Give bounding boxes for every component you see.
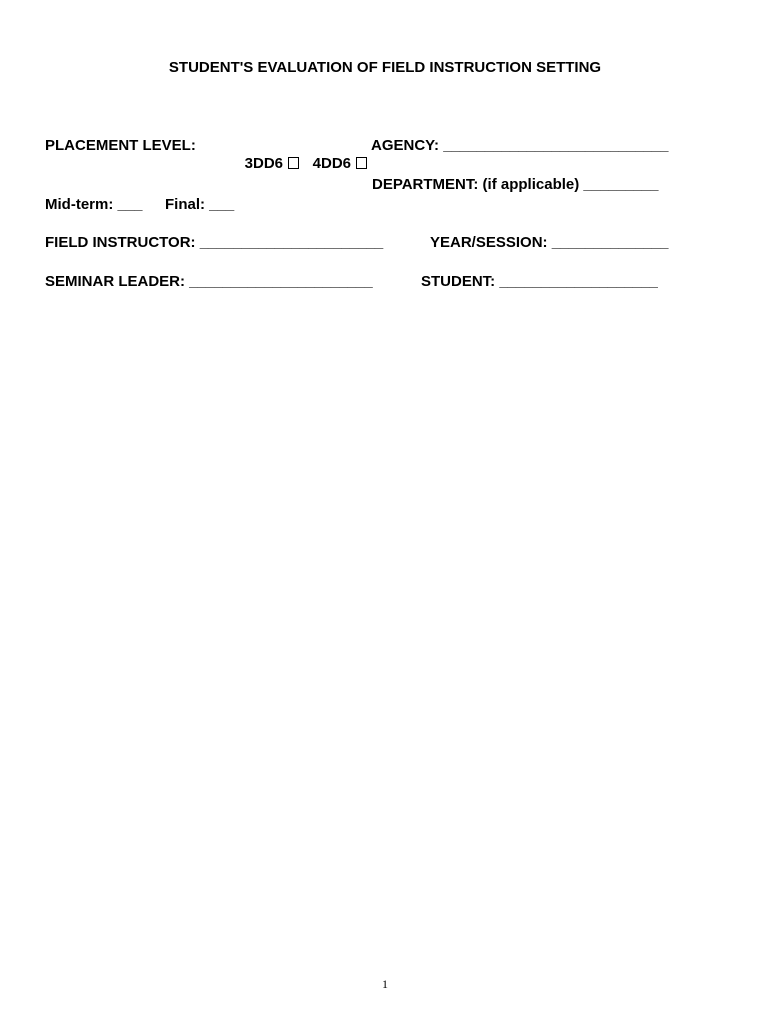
student-field: STUDENT: ___________________: [421, 273, 658, 290]
department-field: DEPARTMENT: (if applicable) _________: [372, 176, 659, 193]
placement-level-label: PLACEMENT LEVEL:: [45, 137, 196, 154]
midterm-field: Mid-term: ___: [45, 196, 143, 213]
placement-option-4dd6[interactable]: [296, 137, 367, 191]
final-field: Final: ___: [165, 196, 235, 213]
field-instructor-field: FIELD INSTRUCTOR: ______________________: [45, 234, 384, 251]
seminar-leader-field: SEMINAR LEADER: ______________________: [45, 273, 373, 290]
placement-option-3dd6[interactable]: [228, 137, 299, 191]
document-title: STUDENT'S EVALUATION OF FIELD INSTRUCTION SETTING: [168, 59, 602, 76]
agency-field: AGENCY: ___________________________: [371, 137, 669, 154]
placement-option-4dd6-label: 4DD6: [312, 155, 352, 172]
year-session-field: YEAR/SESSION: ______________: [430, 234, 669, 251]
checkbox-icon[interactable]: [356, 157, 367, 169]
placement-option-3dd6-label: 3DD6: [244, 155, 284, 172]
page-number: 1: [382, 977, 388, 991]
